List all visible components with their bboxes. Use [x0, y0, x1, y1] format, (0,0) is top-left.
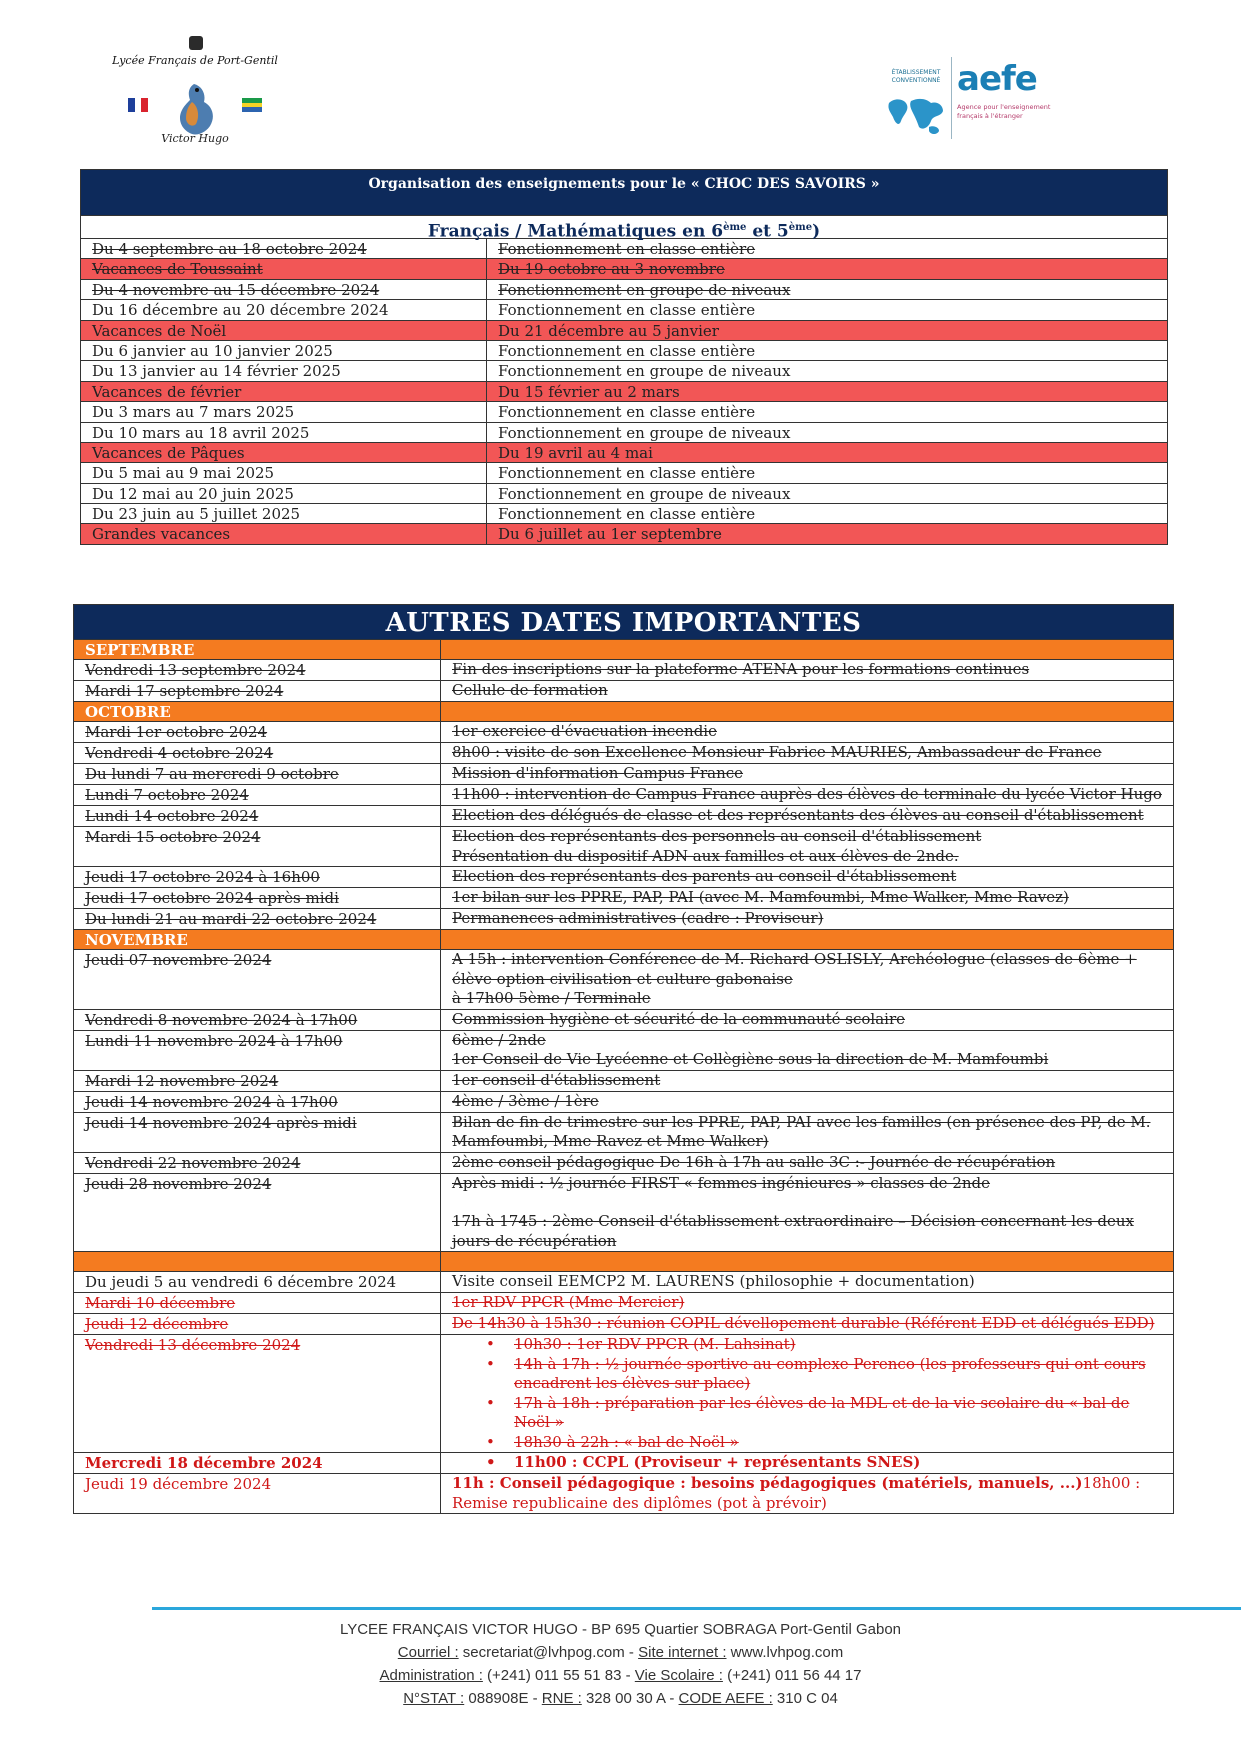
- table-row: [81, 503, 1167, 523]
- school-logo: [110, 30, 280, 155]
- period-cell: Du 4 septembre au 18 octobre 2024: [81, 239, 487, 258]
- date-cell: Vendredi 13 septembre 2024: [74, 660, 441, 680]
- footer-divider: [152, 1607, 1241, 1610]
- footer-phones: Administration : (+241) 011 55 51 83 - Vie Scolaire : (+241) 011 56 44 17: [379, 1667, 862, 1684]
- period-cell: Du 4 novembre au 15 décembre 2024: [81, 280, 487, 299]
- table-row: [74, 1152, 1173, 1173]
- event-text: Fin des inscriptions sur la plateforme ATENA pour les formations continues: [452, 660, 1030, 678]
- event-text: 1er exercice d'évacuation incendie: [452, 722, 717, 740]
- crest-icon: [189, 36, 203, 50]
- period-cell: Du 12 mai au 20 juin 2025: [81, 484, 487, 503]
- mode-cell: Du 21 décembre au 5 janvier: [498, 321, 719, 340]
- table-row: [74, 1173, 1173, 1252]
- aefe-label: ÉTABLISSEMENT CONVENTIONNÉ: [891, 69, 941, 84]
- event-cell: [441, 1113, 1173, 1152]
- event-cell: [441, 764, 1173, 784]
- month-header-december: [74, 1251, 1173, 1271]
- event-cell: [441, 1071, 1173, 1091]
- event-text: 1er conseil d'établissement: [452, 1070, 661, 1089]
- event-text: Cellule de formation: [452, 681, 608, 699]
- event-text: 4ème / 3ème / 1ère: [452, 1091, 599, 1110]
- table-row: [81, 279, 1167, 299]
- list-item: • 18h30 à 22h : « bal de Noël »: [514, 1433, 1165, 1453]
- event-text: à 17h00 5ème / Terminale: [452, 989, 651, 1007]
- table-row: Mercredi 18 décembre 2024 • 11h00 : CCPL (Proviseur + représentants SNES): [74, 1452, 1173, 1473]
- table-row: [74, 1112, 1173, 1152]
- event-text: 1er Conseil de Vie Lycéenne et Collègiène sous la direction de M. Mamfoumbi: [452, 1050, 1049, 1068]
- event-cell: [441, 806, 1173, 826]
- event-cell: [441, 722, 1173, 742]
- event-cell: [441, 660, 1173, 680]
- table-row: [81, 401, 1167, 421]
- table-row: Du jeudi 5 au vendredi 6 décembre 2024 Visite conseil EEMCP2 M. LAURENS (philosophie + documentation): [74, 1271, 1173, 1292]
- france-flag-icon: [128, 98, 148, 112]
- period-cell: Vacances de février: [81, 382, 487, 401]
- table-row: [74, 763, 1173, 784]
- table-row: Mardi 10 décembre 1er RDV PPCR (Mme Mercier): [74, 1292, 1173, 1313]
- date-cell: Lundi 14 octobre 2024: [74, 806, 441, 826]
- table-row: [74, 680, 1173, 701]
- date-cell: Du lundi 7 au mercredi 9 octobre: [74, 764, 441, 784]
- event-cell: [441, 827, 1173, 866]
- table-row: [74, 1009, 1173, 1030]
- table-row: [74, 1070, 1173, 1091]
- table-row: [81, 462, 1167, 482]
- event-cell: [441, 743, 1173, 763]
- table-row: Jeudi 19 décembre 2024 11h : Conseil pédagogique : besoins pédagogiques (matériels, manuels, ...)18h00 : Remise republicaine des diplômes (pot à prévoir): [74, 1473, 1173, 1513]
- mode-cell: Fonctionnement en groupe de niveaux: [498, 484, 791, 503]
- choc-banner: Organisation des enseignements pour le « CHOC DES SAVOIRS »: [81, 170, 1167, 215]
- month-header-october: OCTOBRE: [74, 701, 1173, 721]
- aefe-separator: [951, 57, 952, 139]
- school-name: Lycée Français de Port-Gentil: [112, 54, 278, 67]
- event-text: 6ème / 2nde: [452, 1030, 546, 1049]
- table-row: [81, 381, 1167, 401]
- event-text: 2ème conseil pédagogique De 16h à 17h au salle 3C :- Journée de récupération: [452, 1152, 1056, 1171]
- table-row: [81, 320, 1167, 340]
- mode-cell: Fonctionnement en groupe de niveaux: [498, 280, 791, 299]
- table-row: [81, 340, 1167, 360]
- event-text: A 15h : intervention Conférence de M. Richard OSLISLY, Archéologue (classes de 6ème + élève option civilisation et culture gabonaise: [452, 950, 1137, 988]
- date-cell: Jeudi 17 octobre 2024 après midi: [74, 888, 441, 908]
- event-cell: [441, 1010, 1173, 1030]
- event-text: 1er bilan sur les PPRE, PAP, PAI (avec M. Mamfoumbi, Mme Walker, Mme Ravez): [452, 888, 1069, 906]
- table-row: [74, 659, 1173, 680]
- date-cell: Lundi 11 novembre 2024 à 17h00: [74, 1031, 441, 1070]
- date-cell: Mardi 15 octobre 2024: [74, 827, 441, 866]
- event-text: 11h00 : intervention de Campus France auprès des élèves de terminale du lycée Victor Hugo: [452, 785, 1162, 803]
- mode-cell: Fonctionnement en classe entière: [498, 505, 756, 524]
- important-dates-title: AUTRES DATES IMPORTANTES: [74, 605, 1173, 639]
- event-text: Bilan de fin de trimestre sur les PPRE, PAP, PAI avec les familles (en présence des PP, de M. Mamfoumbi, Mme Ravez et Mme Walker): [452, 1112, 1151, 1150]
- date-cell: Mardi 12 novembre 2024: [74, 1071, 441, 1091]
- table-row: [81, 258, 1167, 278]
- event-text: Permanences administratives (cadre : Proviseur): [452, 909, 824, 927]
- date-cell: Jeudi 28 novembre 2024: [74, 1174, 441, 1252]
- mode-cell: Fonctionnement en groupe de niveaux: [498, 423, 791, 442]
- important-dates-table: [73, 604, 1174, 1514]
- table-row: [81, 238, 1167, 258]
- table-row: [81, 360, 1167, 380]
- event-text: Après midi : ½ journée FIRST « femmes ingénieures » classes de 2nde: [452, 1173, 991, 1192]
- gabon-flag-icon: [242, 98, 262, 112]
- event-text: Commission hygiène et sécurité de la communauté scolaire: [452, 1009, 906, 1028]
- aefe-logo: [885, 55, 1051, 145]
- choc-subtitle: Français / Mathématiques en 6ème et 5ème): [81, 215, 1167, 238]
- mode-cell: Fonctionnement en classe entière: [498, 464, 756, 483]
- list-item: • 17h à 18h : préparation par les élèves de la MDL et de la vie scolaire du « bal de Noël »: [514, 1394, 1165, 1433]
- event-cell: [441, 1174, 1173, 1252]
- signature: Victor Hugo: [161, 132, 229, 145]
- table-row: [81, 483, 1167, 503]
- period-cell: Du 16 décembre au 20 décembre 2024: [81, 300, 487, 319]
- table-row: [74, 784, 1173, 805]
- date-cell: Vendredi 4 octobre 2024: [74, 743, 441, 763]
- event-cell: [441, 1092, 1173, 1112]
- email-link[interactable]: secretariat@lvhpog.com -: [458, 1644, 639, 1661]
- date-cell: Vendredi 22 novembre 2024: [74, 1153, 441, 1173]
- date-cell: Jeudi 14 novembre 2024 à 17h00: [74, 1092, 441, 1112]
- event-text: Election des représentants des personnels au conseil d'établissement: [452, 827, 982, 845]
- table-row: [74, 866, 1173, 887]
- list-item: • 10h30 : 1er RDV PPCR (M. Lahsinat): [514, 1335, 1165, 1355]
- date-cell: Jeudi 17 octobre 2024 à 16h00: [74, 867, 441, 887]
- bullet-list: [452, 1453, 1165, 1473]
- date-cell: Lundi 7 octobre 2024: [74, 785, 441, 805]
- table-row: [74, 826, 1173, 866]
- list-item: • 14h à 17h : ½ journée sportive au complexe Perenco (les professeurs qui ont cours encadrent les élèves sur place): [514, 1355, 1165, 1394]
- mode-cell: Fonctionnement en groupe de niveaux: [498, 362, 791, 381]
- website-link[interactable]: www.lvhpog.com: [726, 1644, 844, 1661]
- event-cell: [441, 950, 1173, 1009]
- choc-des-savoirs-table: [80, 169, 1168, 545]
- footer-address: LYCEE FRANÇAIS VICTOR HUGO - BP 695 Quartier SOBRAGA Port-Gentil Gabon: [339, 1621, 902, 1638]
- mode-cell: Du 19 octobre au 3 novembre: [498, 260, 725, 279]
- event-cell: [441, 909, 1173, 929]
- period-cell: Vacances de Noël: [81, 321, 487, 340]
- period-cell: Du 23 juin au 5 juillet 2025: [81, 504, 487, 523]
- event-text: 8h00 : visite de son Excellence Monsieur Fabrice MAURIES, Ambassadeur de France: [452, 743, 1102, 761]
- table-row: [74, 887, 1173, 908]
- mode-cell: Fonctionnement en classe entière: [498, 341, 756, 360]
- event-cell: [441, 785, 1173, 805]
- period-cell: Du 6 janvier au 10 janvier 2025: [81, 341, 487, 360]
- mode-cell: Du 6 juillet au 1er septembre: [498, 525, 722, 544]
- table-row: [74, 1091, 1173, 1112]
- mode-cell: Fonctionnement en classe entière: [498, 403, 756, 422]
- event-cell: [441, 867, 1173, 887]
- event-cell: [441, 681, 1173, 701]
- date-cell: Mardi 1er octobre 2024: [74, 722, 441, 742]
- month-header-september: SEPTEMBRE: [74, 639, 1173, 659]
- footer-contact: Courriel : secretariat@lvhpog.com - Site internet : www.lvhpog.com: [397, 1644, 844, 1661]
- period-cell: Du 13 janvier au 14 février 2025: [81, 361, 487, 380]
- bullet-list: [452, 1335, 1165, 1452]
- table-row: [81, 422, 1167, 442]
- table-row: Jeudi 12 décembre De 14h30 à 15h30 : réunion COPIL dévellopement durable (Référent EDD et délégués EDD): [74, 1313, 1173, 1334]
- footer-ids: N°STAT : 088908E - RNE : 328 00 30 A - CODE AEFE : 310 C 04: [403, 1690, 838, 1707]
- event-text: Mission d'information Campus France: [452, 764, 744, 782]
- period-cell: Grandes vacances: [81, 524, 487, 543]
- choc-rows: [81, 238, 1167, 544]
- event-cell: [441, 888, 1173, 908]
- event-cell: [441, 1031, 1173, 1070]
- aefe-tagline: Agence pour l'enseignement français à l'étranger: [957, 103, 1051, 120]
- list-item: • 11h00 : CCPL (Proviseur + représentants SNES): [514, 1453, 1165, 1473]
- period-cell: Vacances de Pâques: [81, 443, 487, 462]
- event-cell: [441, 1153, 1173, 1173]
- table-row: [74, 805, 1173, 826]
- mode-cell: Du 19 avril au 4 mai: [498, 443, 653, 462]
- table-row: Vendredi 13 décembre 2024 • 10h30 : 1er RDV PPCR (M. Lahsinat) • 14h à 17h : ½ journée sportive au complexe Perenco (les professeurs qui ont cours encadrent les élèves sur place) • 17h à 18h : préparation par les élèves de la MDL et de la vie scolaire du « bal de Noël » • 18h30 à 22h : « bal de Noël »: [74, 1334, 1173, 1452]
- table-row: [74, 742, 1173, 763]
- mode-cell: Du 15 février au 2 mars: [498, 382, 680, 401]
- date-cell: Du lundi 21 au mardi 22 octobre 2024: [74, 909, 441, 929]
- date-cell: Vendredi 8 novembre 2024 à 17h00: [74, 1010, 441, 1030]
- world-map-icon: [885, 93, 947, 139]
- table-row: [81, 523, 1167, 543]
- date-cell: Mardi 17 septembre 2024: [74, 681, 441, 701]
- event-text: Election des délégués de classe et des représentants des élèves au conseil d'établissement: [452, 806, 1144, 824]
- period-cell: Du 10 mars au 18 avril 2025: [81, 423, 487, 442]
- period-cell: Du 5 mai au 9 mai 2025: [81, 463, 487, 482]
- date-cell: Jeudi 14 novembre 2024 après midi: [74, 1113, 441, 1152]
- table-row: [74, 721, 1173, 742]
- bird-icon: [172, 80, 218, 138]
- aefe-wordmark: aefe: [957, 59, 1037, 99]
- month-header-november: NOVEMBRE: [74, 929, 1173, 949]
- table-row: [81, 442, 1167, 462]
- event-text: Présentation du dispositif ADN aux familles et aux élèves de 2nde.: [452, 846, 959, 865]
- mode-cell: Fonctionnement en classe entière: [498, 301, 756, 320]
- table-row: [74, 949, 1173, 1009]
- table-row: [74, 908, 1173, 929]
- period-cell: Vacances de Toussaint: [81, 259, 487, 278]
- period-cell: Du 3 mars au 7 mars 2025: [81, 402, 487, 421]
- date-cell: Jeudi 07 novembre 2024: [74, 950, 441, 1009]
- footer: [0, 1618, 1241, 1710]
- event-text: 17h à 1745 : 2ème Conseil d'établissement extraordinaire – Décision concernant les deux jours de récupération: [452, 1212, 1134, 1250]
- event-text: Election des représentants des parents au conseil d'établissement: [452, 867, 957, 885]
- table-row: [74, 1030, 1173, 1070]
- table-row: [81, 299, 1167, 319]
- mode-cell: Fonctionnement en classe entière: [498, 240, 756, 258]
